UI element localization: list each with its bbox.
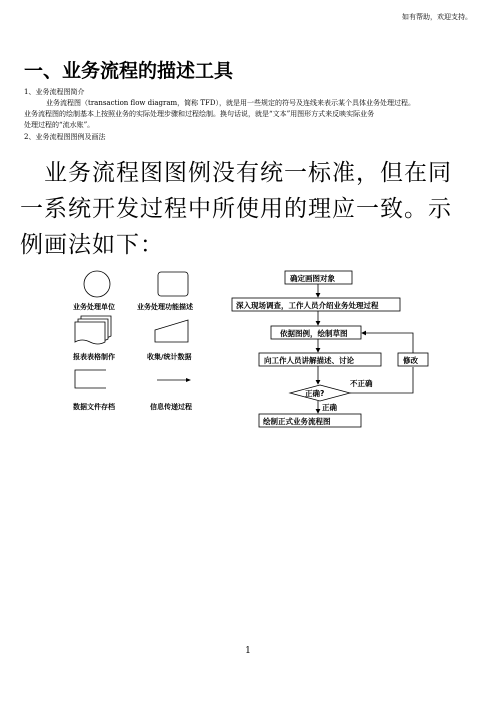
big-text-line2: 一系统开发过程中所使用的理应一致。示 xyxy=(20,196,452,222)
flow-correct-text: 正确 xyxy=(322,403,337,412)
legend-collect-label: 收集/统计数据 xyxy=(147,353,192,361)
flow-decision-text: 正确? xyxy=(305,389,325,398)
section1-line3: 处理过程的“流水账”。 xyxy=(24,121,95,129)
flow-step4-text: 向工作人员讲解描述、讨论 xyxy=(264,356,354,365)
flow-step2-text: 深入现场调查，工作人员介绍业务处理过程 xyxy=(236,301,379,310)
section1-line2: 业务流程图的绘制基本上按照业务的实际处理步骤和过程绘制。换句话说，就是“文本”用图形方式来反映实际业务 xyxy=(24,110,375,118)
section1-title: 1、业务流程图简介 xyxy=(24,88,85,96)
section1-line1: 业务流程图（transaction flow diagram，简称 TFD），就是用一些规定的符号及连线来表示某个具体业务处理过程。 xyxy=(46,99,416,107)
legend-function-label: 业务处理功能描述 xyxy=(137,303,193,311)
big-text-line3: 例画法如下： xyxy=(20,232,164,258)
flow-step1-text: 确定画图对象 xyxy=(290,274,335,283)
header-note: 如有帮助，欢迎支持。 xyxy=(402,13,472,21)
flow-not-correct-text: 不正确 xyxy=(350,379,373,388)
big-text-line1: 业务流程图图例没有统一标准，但在同 xyxy=(44,160,452,186)
flow-modify-text: 修改 xyxy=(403,356,418,365)
flow-step3-text: 依据图例，绘制草图 xyxy=(280,329,348,338)
legend-archive-label: 数据文件存档 xyxy=(73,403,115,411)
page-number: 1 xyxy=(245,646,251,656)
legend-report-label: 报表表格制作 xyxy=(73,353,115,361)
legend-transfer-label: 信息传递过程 xyxy=(150,403,192,411)
flow-step5-text: 绘制正式业务流程图 xyxy=(263,417,331,426)
legend-unit-label: 业务处理单位 xyxy=(73,303,115,311)
page-title: 一、业务流程的描述工具 xyxy=(24,60,234,82)
section2-title: 2、业务流程图图例及画法 xyxy=(24,133,106,141)
